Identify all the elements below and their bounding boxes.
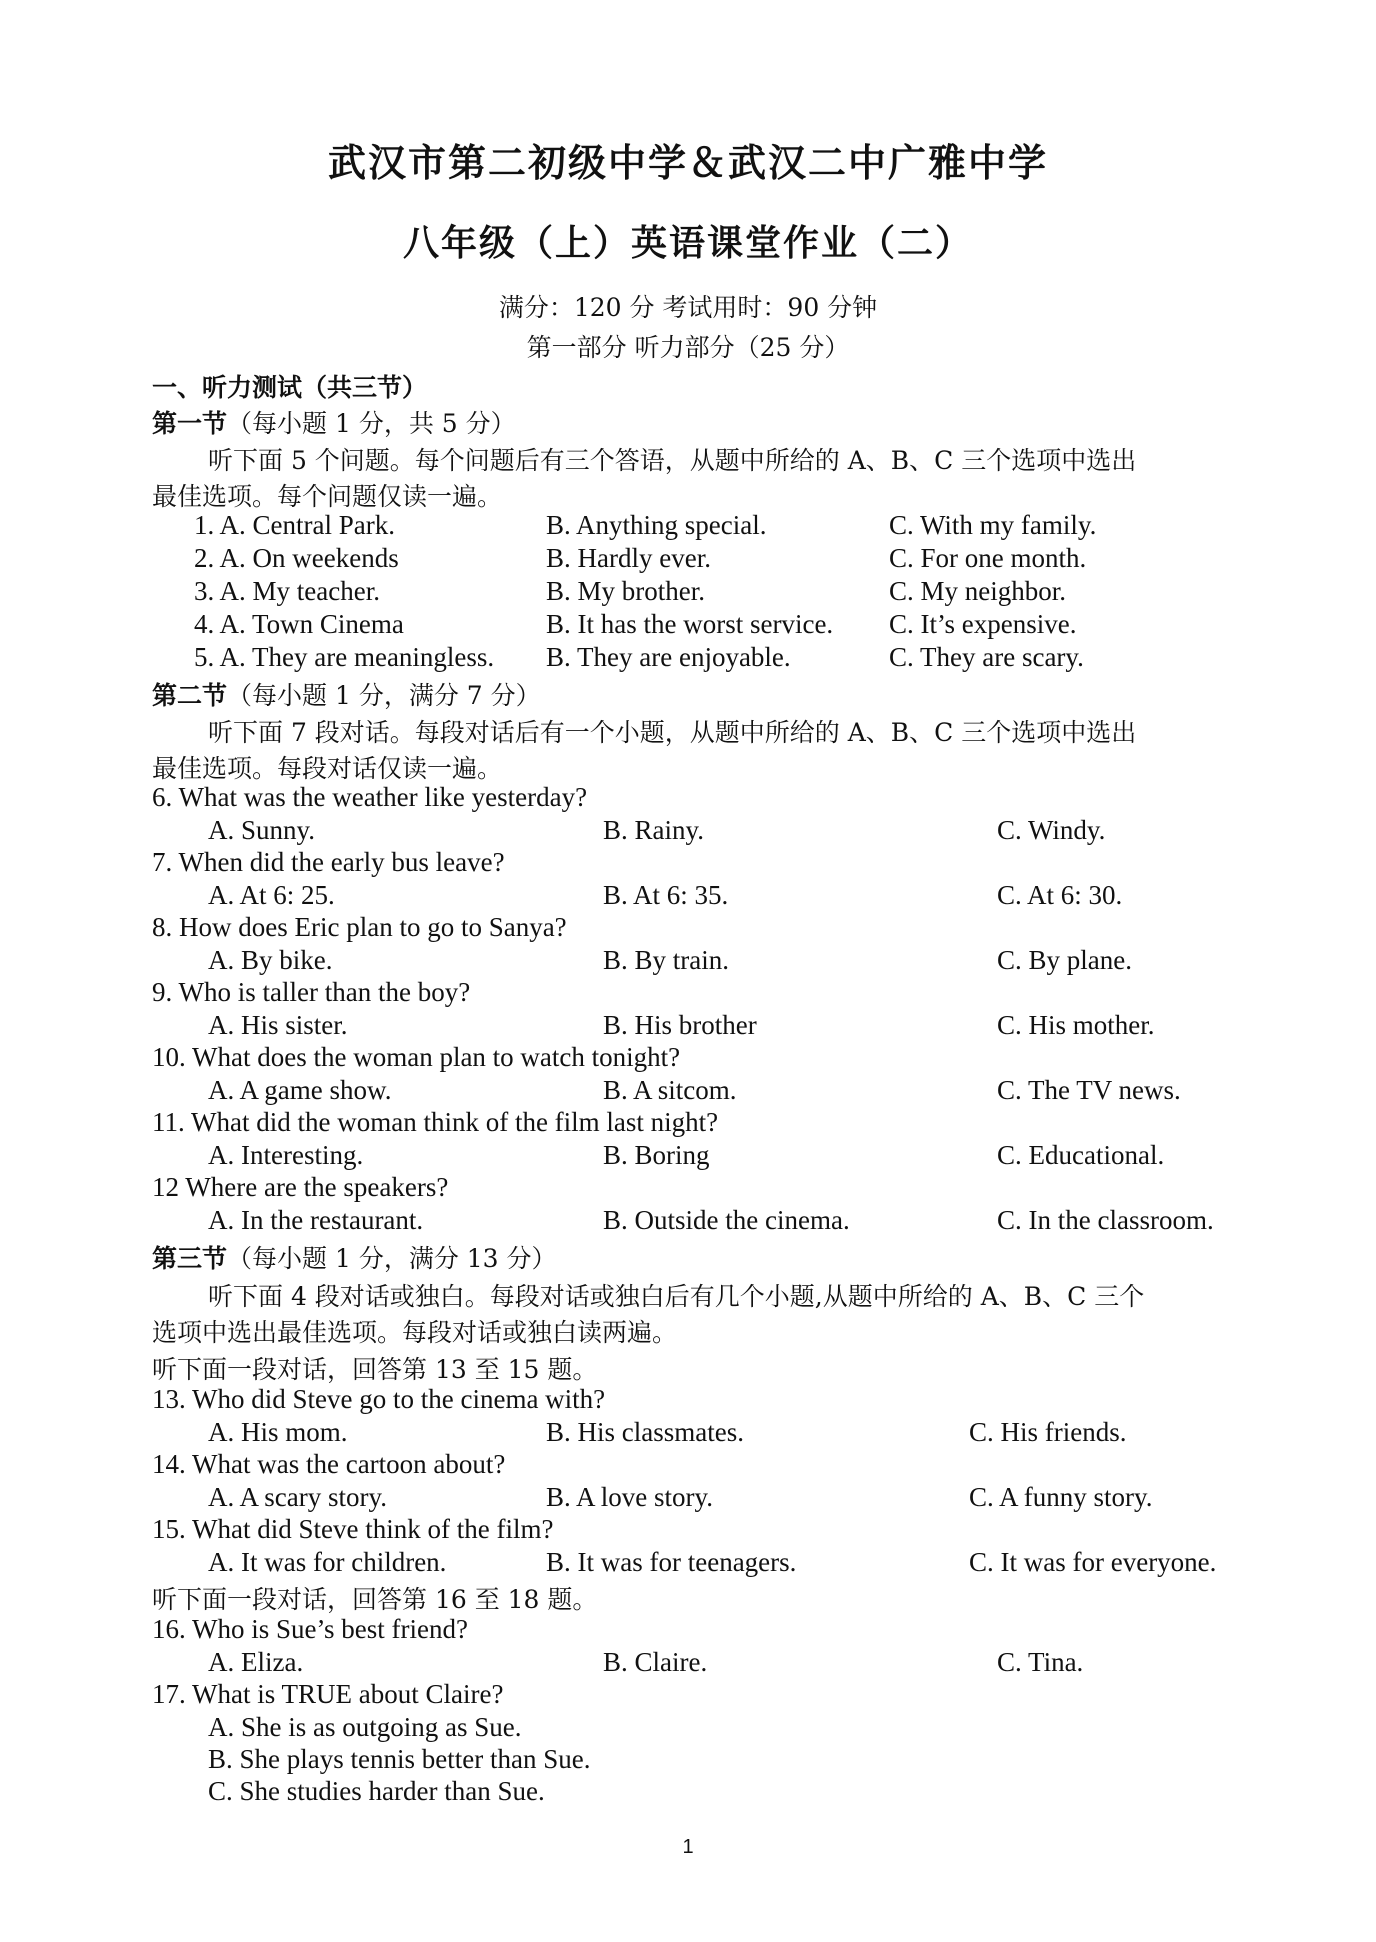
score-time: 满分：120 分 考试用时：90 分钟 <box>498 293 878 322</box>
q4-option-c: C. It’s expensive. <box>889 609 1077 639</box>
q14-option-a: A. A scary story. <box>208 1482 387 1512</box>
q2-option-a: 2. A. On weekends <box>194 543 399 573</box>
q11-option-c: C. Educational. <box>997 1140 1165 1170</box>
exam-title: 八年级（上）英语课堂作业（二） <box>402 222 973 264</box>
q12-option-a: A. In the restaurant. <box>208 1205 424 1235</box>
q5-option-a: 5. A. They are meaningless. <box>194 642 495 672</box>
group1-instruction: 听下面一段对话，回答第 13 至 15 题。 <box>152 1355 598 1384</box>
q14-option-b: B. A love story. <box>546 1482 714 1512</box>
q7-option-b: B. At 6: 35. <box>603 880 729 910</box>
q6-option-c: C. Windy. <box>997 815 1106 845</box>
s2-note: （每小题 1 分，满分 7 分） <box>227 681 541 710</box>
q3-option-c: C. My neighbor. <box>889 576 1067 606</box>
s1-heading <box>152 404 516 440</box>
q7-option-a: A. At 6: 25. <box>208 880 335 910</box>
q17-question: 17. What is TRUE about Claire? <box>152 1679 504 1709</box>
q1-option-a: 1. A. Central Park. <box>194 510 395 540</box>
q4-option-b: B. It has the worst service. <box>546 609 834 639</box>
q6-option-a: A. Sunny. <box>208 815 316 845</box>
q9-option-b: B. His brother <box>603 1010 757 1040</box>
q17-option-a: A. She is as outgoing as Sue. <box>208 1712 522 1742</box>
q13-option-c: C. His friends. <box>969 1417 1127 1447</box>
section-title: 一、听力测试（共三节） <box>152 373 428 402</box>
s3-note: （每小题 1 分，满分 13 分） <box>227 1244 557 1273</box>
q1-option-b: B. Anything special. <box>546 510 767 540</box>
q14-question: 14. What was the cartoon about? <box>152 1449 506 1479</box>
q2-option-b: B. Hardly ever. <box>546 543 711 573</box>
q16-question: 16. Who is Sue’s best friend? <box>152 1614 468 1644</box>
s1-instruction-2: 最佳选项。每个问题仅读一遍。 <box>152 482 503 511</box>
q11-option-b: B. Boring <box>603 1140 710 1170</box>
q9-question: 9. Who is taller than the boy? <box>152 977 471 1007</box>
q7-question: 7. When did the early bus leave? <box>152 847 505 877</box>
q8-question: 8. How does Eric plan to go to Sanya? <box>152 912 567 942</box>
page-number: 1 <box>682 1836 694 1858</box>
school-title: 武汉市第二初级中学＆武汉二中广雅中学 <box>327 140 1048 185</box>
part-heading: 第一部分 听力部分（25 分） <box>526 333 850 362</box>
q6-option-b: B. Rainy. <box>603 815 704 845</box>
s2-head: 第二节 <box>152 681 228 710</box>
q6-question: 6. What was the weather like yesterday? <box>152 782 588 812</box>
q10-question: 10. What does the woman plan to watch tonight? <box>152 1042 681 1072</box>
q9-option-a: A. His sister. <box>208 1010 348 1040</box>
q12-option-b: B. Outside the cinema. <box>603 1205 850 1235</box>
q11-option-a: A. Interesting. <box>208 1140 364 1170</box>
q8-option-c: C. By plane. <box>997 945 1132 975</box>
s2-instruction-1: 听下面 7 段对话。每段对话后有一个小题，从题中所给的 A、B、C 三个选项中选出 <box>208 718 1137 747</box>
q3-option-a: 3. A. My teacher. <box>194 576 380 606</box>
s3-instruction-2: 选项中选出最佳选项。每段对话或独白读两遍。 <box>152 1318 678 1347</box>
q7-option-c: C. At 6: 30. <box>997 880 1123 910</box>
q15-option-b: B. It was for teenagers. <box>546 1547 797 1577</box>
q13-question: 13. Who did Steve go to the cinema with? <box>152 1384 606 1414</box>
s3-heading <box>152 1239 557 1275</box>
q16-option-b: B. Claire. <box>603 1647 708 1677</box>
q17-option-b: B. She plays tennis better than Sue. <box>208 1744 591 1774</box>
q12-option-c: C. In the classroom. <box>997 1205 1214 1235</box>
s3-instruction-1: 听下面 4 段对话或独白。每段对话或独白后有几个小题,从题中所给的 A、B、C 三个 <box>208 1282 1145 1311</box>
group2-instruction: 听下面一段对话，回答第 16 至 18 题。 <box>152 1585 598 1614</box>
q3-option-b: B. My brother. <box>546 576 705 606</box>
q8-option-a: A. By bike. <box>208 945 333 975</box>
q10-option-b: B. A sitcom. <box>603 1075 737 1105</box>
q16-option-a: A. Eliza. <box>208 1647 304 1677</box>
q5-option-b: B. They are enjoyable. <box>546 642 791 672</box>
q1-option-c: C. With my family. <box>889 510 1097 540</box>
q15-option-c: C. It was for everyone. <box>969 1547 1217 1577</box>
q9-option-c: C. His mother. <box>997 1010 1155 1040</box>
q11-question: 11. What did the woman think of the film last night? <box>152 1107 719 1137</box>
q13-option-a: A. His mom. <box>208 1417 348 1447</box>
s1-note: （每小题 1 分，共 5 分） <box>227 409 516 438</box>
q12-question: 12 Where are the speakers? <box>152 1172 449 1202</box>
s2-heading <box>152 676 541 712</box>
q2-option-c: C. For one month. <box>889 543 1087 573</box>
q10-option-a: A. A game show. <box>208 1075 392 1105</box>
s1-instruction-1: 听下面 5 个问题。每个问题后有三个答语，从题中所给的 A、B、C 三个选项中选出 <box>208 446 1137 475</box>
q17-option-c: C. She studies harder than Sue. <box>208 1776 545 1806</box>
q14-option-c: C. A funny story. <box>969 1482 1153 1512</box>
q4-option-a: 4. A. Town Cinema <box>194 609 404 639</box>
q15-option-a: A. It was for children. <box>208 1547 447 1577</box>
s2-instruction-2: 最佳选项。每段对话仅读一遍。 <box>152 754 503 783</box>
q10-option-c: C. The TV news. <box>997 1075 1181 1105</box>
q5-option-c: C. They are scary. <box>889 642 1084 672</box>
q8-option-b: B. By train. <box>603 945 729 975</box>
q16-option-c: C. Tina. <box>997 1647 1084 1677</box>
s3-head: 第三节 <box>152 1244 228 1273</box>
q13-option-b: B. His classmates. <box>546 1417 744 1447</box>
q15-question: 15. What did Steve think of the film? <box>152 1514 554 1544</box>
s1-head: 第一节 <box>152 409 228 438</box>
